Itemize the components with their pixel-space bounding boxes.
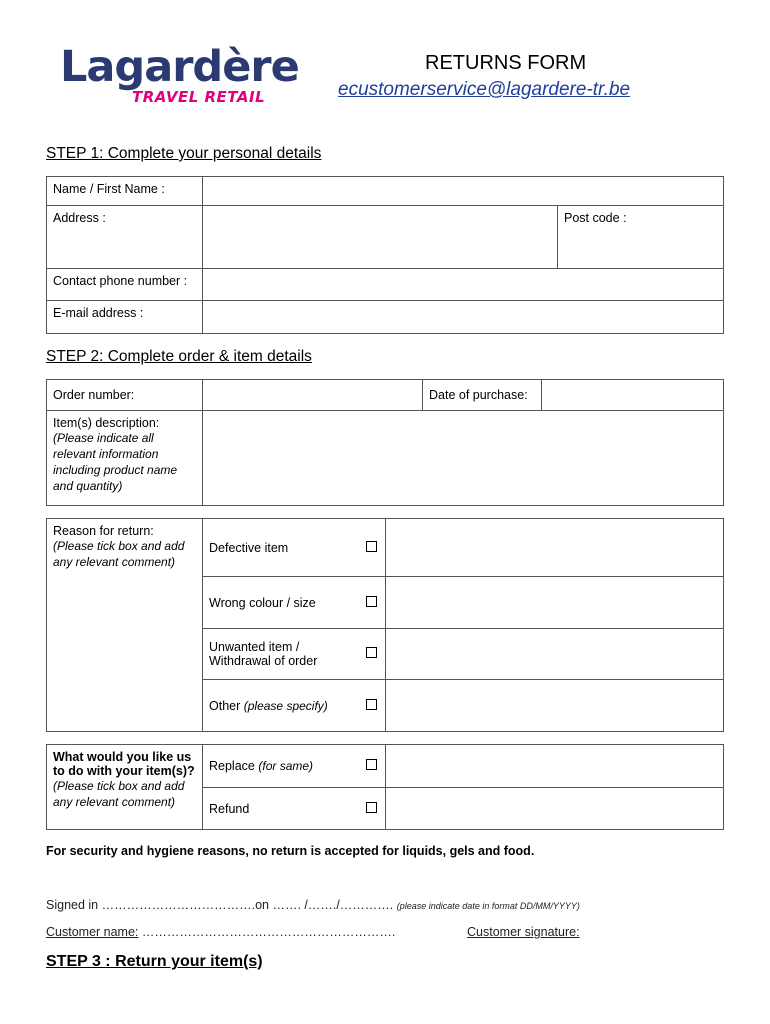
reason-other-label: [203, 680, 358, 732]
date-of-purchase-label: Date of purchase:: [423, 380, 542, 411]
replace-hint: (for same): [258, 759, 314, 773]
step2-heading: STEP 2: Complete order & item details: [46, 348, 312, 365]
hygiene-note: For security and hygiene reasons, no return is accepted for liquids, gels and food.: [46, 844, 535, 858]
resolution-label-line1: What would you like us: [53, 750, 192, 764]
replace-text: Replace: [209, 759, 255, 773]
reason-defective-checkbox[interactable]: [366, 541, 377, 552]
reason-label: Reason for return:: [53, 524, 154, 538]
reason-defective-label: Defective item: [203, 519, 358, 577]
reason-unwanted-checkbox-cell: [358, 629, 386, 680]
phone-label: Contact phone number :: [47, 269, 203, 301]
items-description-hint: (Please indicate all relevant information including product name and quantity): [53, 431, 178, 493]
customer-name-line: [46, 925, 395, 939]
customer-signature-label[interactable]: Customer signature:: [467, 925, 580, 939]
order-number-field[interactable]: [203, 380, 423, 411]
phone-field[interactable]: [203, 269, 724, 301]
refund-comment[interactable]: [386, 788, 724, 830]
signed-in-text: Signed in ……………………………….on ……. /……./………….: [46, 898, 397, 912]
replace-label: [203, 745, 358, 788]
reason-unwanted-comment[interactable]: [386, 629, 724, 680]
name-label: Name / First Name :: [47, 177, 203, 206]
replace-checkbox-cell: [358, 745, 386, 788]
brand-logo: Lagardère: [60, 42, 299, 92]
reason-unwanted-label: [203, 629, 358, 680]
personal-details-table: [46, 176, 724, 334]
order-number-label: Order number:: [47, 380, 203, 411]
reason-wrong-label: Wrong colour / size: [203, 577, 358, 629]
step1-heading: STEP 1: Complete your personal details: [46, 145, 322, 162]
reason-other-checkbox-cell: [358, 680, 386, 732]
signed-in-line: [46, 898, 580, 912]
date-of-purchase-field[interactable]: [542, 380, 724, 411]
reason-wrong-comment[interactable]: [386, 577, 724, 629]
reason-defective-comment[interactable]: [386, 519, 724, 577]
customer-service-email-link[interactable]: ecustomerservice@lagardere-tr.be: [338, 79, 631, 100]
reason-hint: (Please tick box and add any relevant comment): [53, 539, 185, 569]
customer-name-field[interactable]: …………………………………………………….: [138, 925, 396, 939]
postcode-field[interactable]: [558, 206, 724, 269]
reason-for-return-table: [46, 518, 724, 732]
date-format-hint: (please indicate date in format DD/MM/YYYY): [396, 901, 580, 911]
items-description-label: Item(s) description:: [53, 416, 160, 430]
reason-unwanted-line2: Withdrawal of order: [209, 654, 318, 668]
order-details-table: [46, 379, 724, 506]
address-label: Address :: [47, 206, 203, 269]
name-field[interactable]: [203, 177, 724, 206]
email-field[interactable]: [203, 301, 724, 334]
resolution-label-line2: to do with your item(s)?: [53, 764, 195, 778]
refund-checkbox-cell: [358, 788, 386, 830]
resolution-label-cell: [47, 745, 203, 830]
reason-defective-checkbox-cell: [358, 519, 386, 577]
refund-label: Refund: [203, 788, 358, 830]
reason-other-text: Other: [209, 698, 241, 713]
customer-name-label: Customer name:: [46, 925, 139, 939]
reason-other-checkbox[interactable]: [366, 699, 377, 710]
postcode-label: Post code :: [564, 211, 627, 225]
reason-other-comment[interactable]: [386, 680, 724, 732]
brand-logo-subtitle: TRAVEL RETAIL: [132, 88, 266, 106]
resolution-table: [46, 744, 724, 830]
reason-label-cell: [47, 519, 203, 732]
items-description-cell: [47, 411, 203, 506]
reason-other-hint: (please specify): [243, 698, 328, 713]
reason-wrong-checkbox[interactable]: [366, 596, 377, 607]
resolution-hint: (Please tick box and add any relevant comment): [53, 779, 185, 809]
items-description-field[interactable]: [203, 411, 724, 506]
reason-wrong-checkbox-cell: [358, 577, 386, 629]
reason-unwanted-checkbox[interactable]: [366, 647, 377, 658]
refund-checkbox[interactable]: [366, 802, 377, 813]
form-title: RETURNS FORM: [425, 52, 587, 74]
replace-checkbox[interactable]: [366, 759, 377, 770]
replace-comment[interactable]: [386, 745, 724, 788]
reason-unwanted-line1: Unwanted item /: [209, 640, 300, 654]
step3-heading: STEP 3 : Return your item(s): [46, 953, 263, 970]
email-label: E-mail address :: [47, 301, 203, 334]
address-field[interactable]: [203, 206, 558, 269]
